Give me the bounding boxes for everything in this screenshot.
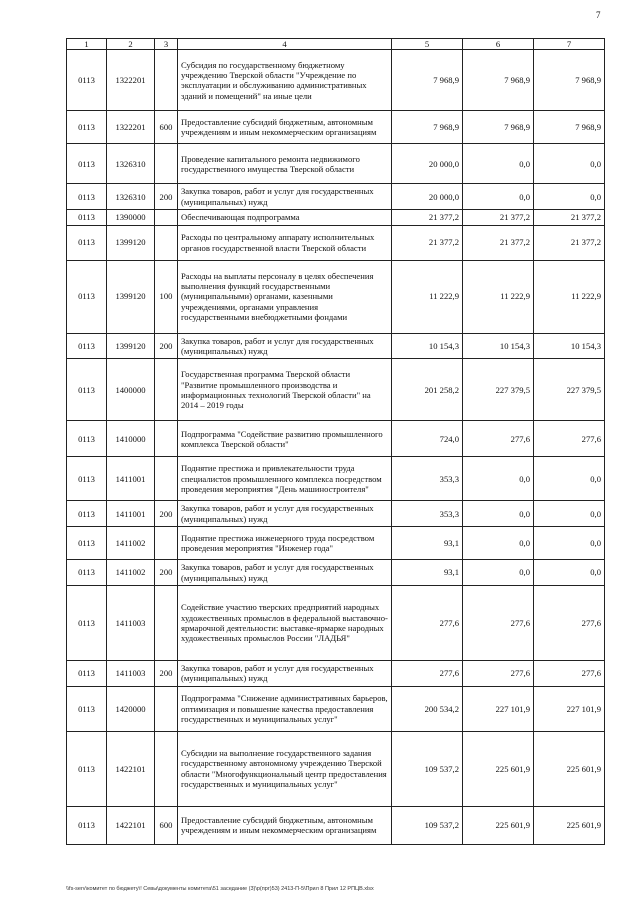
section-code-cell: 0113 <box>67 111 107 144</box>
section-code-cell: 0113 <box>67 421 107 457</box>
table-row <box>67 560 605 586</box>
file-path-footer: \\fs-serv\комитет по бюджету\! Севы\документы комитета\51 заседание (3)\р(прг)53) 2413-П-5\Прил 8 Прил 12 РПЦВ.xlsx <box>66 886 374 892</box>
amount-col7-cell: 0,0 <box>534 457 605 501</box>
table-row <box>67 457 605 501</box>
target-code-cell: 1422101 <box>107 806 155 844</box>
target-code-cell: 1411003 <box>107 661 155 687</box>
amount-col6-cell: 225 601,9 <box>463 731 534 806</box>
description-cell: Подпрограмма "Снижение административных барьеров, оптимизация и повышение качества предоставления государственных и муниципальных услуг" <box>178 686 392 731</box>
amount-col6-cell: 0,0 <box>463 501 534 527</box>
amount-col5-cell: 11 222,9 <box>392 260 463 333</box>
amount-col7-cell: 7 968,9 <box>534 111 605 144</box>
expense-type-cell <box>155 527 178 560</box>
target-code-cell: 1326310 <box>107 144 155 184</box>
section-code-cell: 0113 <box>67 210 107 225</box>
expense-type-cell <box>155 586 178 661</box>
expense-type-cell <box>155 50 178 111</box>
section-code-cell: 0113 <box>67 731 107 806</box>
description-cell: Субсидии на выполнение государственного задания государственному автономному учреждению Тверской области "Многофункциональный центр предоставления государственных и муниципальных услуг" <box>178 731 392 806</box>
amount-col5-cell: 21 377,2 <box>392 225 463 260</box>
amount-col5-cell: 724,0 <box>392 421 463 457</box>
amount-col7-cell: 0,0 <box>534 144 605 184</box>
expense-type-cell: 200 <box>155 661 178 687</box>
target-code-cell: 1422101 <box>107 731 155 806</box>
amount-col6-cell: 11 222,9 <box>463 260 534 333</box>
amount-col5-cell: 109 537,2 <box>392 806 463 844</box>
header-cell: 6 <box>463 39 534 50</box>
amount-col6-cell: 0,0 <box>463 144 534 184</box>
header-row <box>67 39 605 50</box>
target-code-cell: 1399120 <box>107 225 155 260</box>
amount-col6-cell: 227 379,5 <box>463 359 534 421</box>
target-code-cell: 1411003 <box>107 586 155 661</box>
section-code-cell: 0113 <box>67 359 107 421</box>
expense-type-cell <box>155 457 178 501</box>
amount-col7-cell: 227 379,5 <box>534 359 605 421</box>
amount-col5-cell: 21 377,2 <box>392 210 463 225</box>
amount-col5-cell: 109 537,2 <box>392 731 463 806</box>
section-code-cell: 0113 <box>67 184 107 210</box>
expense-type-cell <box>155 731 178 806</box>
header-cell: 5 <box>392 39 463 50</box>
amount-col7-cell: 0,0 <box>534 527 605 560</box>
description-cell: Предоставление субсидий бюджетным, автономным учреждениям и иным некоммерческим организациям <box>178 806 392 844</box>
table-row <box>67 144 605 184</box>
table-row <box>67 586 605 661</box>
header-cell: 2 <box>107 39 155 50</box>
expense-type-cell: 600 <box>155 806 178 844</box>
description-cell: Обеспечивающая подпрограмма <box>178 210 392 225</box>
page-number: 7 <box>596 10 601 20</box>
amount-col6-cell: 277,6 <box>463 421 534 457</box>
target-code-cell: 1411001 <box>107 457 155 501</box>
section-code-cell: 0113 <box>67 333 107 359</box>
section-code-cell: 0113 <box>67 50 107 111</box>
amount-col6-cell: 0,0 <box>463 457 534 501</box>
amount-col5-cell: 201 258,2 <box>392 359 463 421</box>
description-cell: Закупка товаров, работ и услуг для государственных (муниципальных) нужд <box>178 184 392 210</box>
budget-table <box>66 38 605 845</box>
header-cell: 1 <box>67 39 107 50</box>
amount-col6-cell: 0,0 <box>463 184 534 210</box>
amount-col7-cell: 0,0 <box>534 184 605 210</box>
section-code-cell: 0113 <box>67 457 107 501</box>
description-cell: Проведение капитального ремонта недвижимого государственного имущества Тверской области <box>178 144 392 184</box>
expense-type-cell: 200 <box>155 560 178 586</box>
amount-col7-cell: 10 154,3 <box>534 333 605 359</box>
amount-col6-cell: 225 601,9 <box>463 806 534 844</box>
table-row <box>67 686 605 731</box>
target-code-cell: 1400000 <box>107 359 155 421</box>
target-code-cell: 1411002 <box>107 560 155 586</box>
amount-col5-cell: 353,3 <box>392 501 463 527</box>
target-code-cell: 1326310 <box>107 184 155 210</box>
table-row <box>67 50 605 111</box>
amount-col7-cell: 21 377,2 <box>534 225 605 260</box>
expense-type-cell <box>155 359 178 421</box>
amount-col6-cell: 21 377,2 <box>463 210 534 225</box>
target-code-cell: 1399120 <box>107 260 155 333</box>
section-code-cell: 0113 <box>67 260 107 333</box>
target-code-cell: 1411001 <box>107 501 155 527</box>
table-row <box>67 333 605 359</box>
amount-col6-cell: 277,6 <box>463 586 534 661</box>
expense-type-cell <box>155 686 178 731</box>
amount-col7-cell: 277,6 <box>534 421 605 457</box>
section-code-cell: 0113 <box>67 560 107 586</box>
description-cell: Закупка товаров, работ и услуг для государственных (муниципальных) нужд <box>178 661 392 687</box>
target-code-cell: 1410000 <box>107 421 155 457</box>
expense-type-cell: 100 <box>155 260 178 333</box>
expense-type-cell <box>155 144 178 184</box>
header-cell: 4 <box>178 39 392 50</box>
description-cell: Государственная программа Тверской области "Развитие промышленного производства и информационных технологий Тверской области" на 2014 – 2019 годы <box>178 359 392 421</box>
table-row <box>67 111 605 144</box>
description-cell: Расходы на выплаты персоналу в целях обеспечения выполнения функций государственными (муниципальными) органами, казенными учреждениями, органами управления государственными внебюджетными фондами <box>178 260 392 333</box>
table-row <box>67 184 605 210</box>
amount-col7-cell: 277,6 <box>534 586 605 661</box>
section-code-cell: 0113 <box>67 225 107 260</box>
description-cell: Поднятие престижа и привлекательности труда специалистов промышленного комплекса посредством проведения мероприятия "День машиностроителя" <box>178 457 392 501</box>
expense-type-cell <box>155 225 178 260</box>
target-code-cell: 1322201 <box>107 111 155 144</box>
table-row <box>67 806 605 844</box>
description-cell: Предоставление субсидий бюджетным, автономным учреждениям и иным некоммерческим организациям <box>178 111 392 144</box>
amount-col5-cell: 277,6 <box>392 586 463 661</box>
target-code-cell: 1399120 <box>107 333 155 359</box>
amount-col6-cell: 21 377,2 <box>463 225 534 260</box>
table-row <box>67 210 605 225</box>
amount-col7-cell: 227 101,9 <box>534 686 605 731</box>
amount-col7-cell: 225 601,9 <box>534 731 605 806</box>
description-cell: Расходы по центральному аппарату исполнительных органов государственной власти Тверской области <box>178 225 392 260</box>
amount-col5-cell: 7 968,9 <box>392 111 463 144</box>
section-code-cell: 0113 <box>67 806 107 844</box>
amount-col5-cell: 20 000,0 <box>392 144 463 184</box>
amount-col7-cell: 21 377,2 <box>534 210 605 225</box>
target-code-cell: 1420000 <box>107 686 155 731</box>
amount-col6-cell: 7 968,9 <box>463 50 534 111</box>
table-row <box>67 501 605 527</box>
amount-col7-cell: 0,0 <box>534 560 605 586</box>
expense-type-cell: 200 <box>155 184 178 210</box>
section-code-cell: 0113 <box>67 586 107 661</box>
header-cell: 7 <box>534 39 605 50</box>
table-row <box>67 661 605 687</box>
description-cell: Закупка товаров, работ и услуг для государственных (муниципальных) нужд <box>178 501 392 527</box>
amount-col6-cell: 227 101,9 <box>463 686 534 731</box>
amount-col7-cell: 277,6 <box>534 661 605 687</box>
table-row <box>67 260 605 333</box>
amount-col6-cell: 0,0 <box>463 527 534 560</box>
amount-col6-cell: 0,0 <box>463 560 534 586</box>
amount-col5-cell: 10 154,3 <box>392 333 463 359</box>
table-row <box>67 359 605 421</box>
amount-col7-cell: 11 222,9 <box>534 260 605 333</box>
section-code-cell: 0113 <box>67 527 107 560</box>
expense-type-cell <box>155 421 178 457</box>
description-cell: Субсидия по государственному бюджетному учреждению Тверской области "Учреждение по эксплуатации и обслуживанию административных зданий и помещений" на иные цели <box>178 50 392 111</box>
section-code-cell: 0113 <box>67 686 107 731</box>
amount-col6-cell: 10 154,3 <box>463 333 534 359</box>
description-cell: Содействие участию тверских предприятий народных художественных промыслов в федеральной выставочно-ярмарочной деятельности: выставке-ярмарке народных художественных промыслов России "ЛАДЬЯ" <box>178 586 392 661</box>
amount-col7-cell: 7 968,9 <box>534 50 605 111</box>
table-row <box>67 731 605 806</box>
amount-col6-cell: 7 968,9 <box>463 111 534 144</box>
amount-col5-cell: 353,3 <box>392 457 463 501</box>
target-code-cell: 1411002 <box>107 527 155 560</box>
expense-type-cell: 200 <box>155 333 178 359</box>
expense-type-cell: 200 <box>155 501 178 527</box>
section-code-cell: 0113 <box>67 144 107 184</box>
header-cell: 3 <box>155 39 178 50</box>
table-row <box>67 527 605 560</box>
amount-col5-cell: 277,6 <box>392 661 463 687</box>
table-row <box>67 421 605 457</box>
target-code-cell: 1322201 <box>107 50 155 111</box>
amount-col5-cell: 7 968,9 <box>392 50 463 111</box>
amount-col5-cell: 93,1 <box>392 560 463 586</box>
amount-col6-cell: 277,6 <box>463 661 534 687</box>
description-cell: Закупка товаров, работ и услуг для государственных (муниципальных) нужд <box>178 333 392 359</box>
section-code-cell: 0113 <box>67 661 107 687</box>
amount-col7-cell: 0,0 <box>534 501 605 527</box>
table-row <box>67 225 605 260</box>
amount-col5-cell: 20 000,0 <box>392 184 463 210</box>
target-code-cell: 1390000 <box>107 210 155 225</box>
amount-col7-cell: 225 601,9 <box>534 806 605 844</box>
description-cell: Поднятие престижа инженерного труда посредством проведения мероприятия "Инженер года" <box>178 527 392 560</box>
expense-type-cell <box>155 210 178 225</box>
expense-type-cell: 600 <box>155 111 178 144</box>
amount-col5-cell: 200 534,2 <box>392 686 463 731</box>
description-cell: Закупка товаров, работ и услуг для государственных (муниципальных) нужд <box>178 560 392 586</box>
amount-col5-cell: 93,1 <box>392 527 463 560</box>
description-cell: Подпрограмма "Содействие развитию промышленного комплекса Тверской области" <box>178 421 392 457</box>
section-code-cell: 0113 <box>67 501 107 527</box>
